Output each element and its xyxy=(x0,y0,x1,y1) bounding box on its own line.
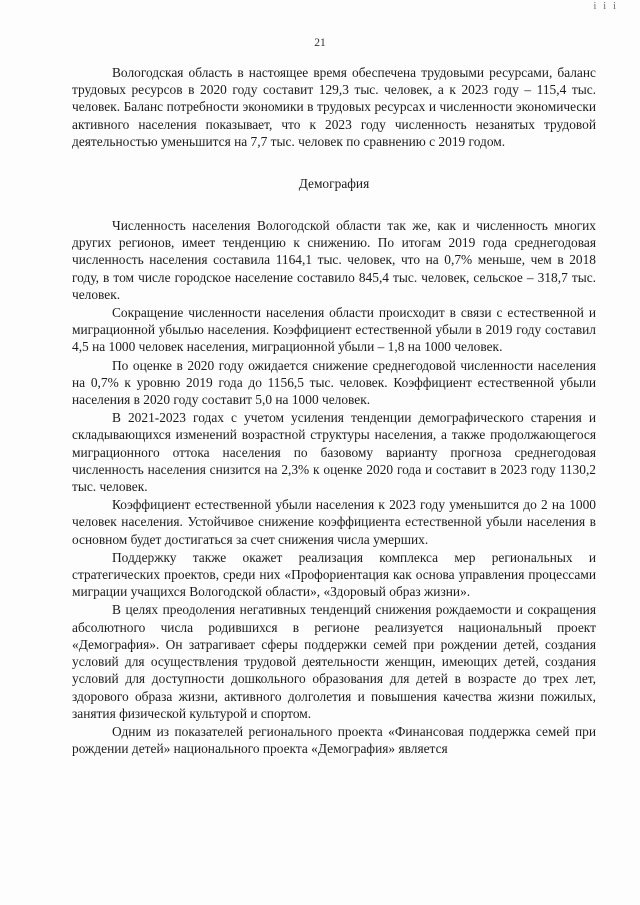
paragraph-population-trend: Численность населения Вологодской области так же, как и численность многих других регионов, имеет тенденцию к снижению. По итогам 2019 года среднегодовая численность населения составила 1164,1 тыс. человек, что на 0,7% меньше, чем в 2018 году, в том числе городское население составило 845,4 тыс. человек, сельское – 318,7 тыс. человек. xyxy=(72,218,596,302)
paragraph-national-project: В целях преодоления негативных тенденций снижения рождаемости и сокращения абсолютного числа родившихся в регионе реализуется национальный проект «Демография». Он затрагивает сферы поддержки семей при рождении детей, создания условий для осуществления трудовой деятельности женщин, имеющих детей, создания условий для доступности дошкольного образования для детей в возрасте до трех лет, здорового образа жизни, активного долголетия и повышения качества жизни пожилых, занятия физической культурой и спортом. xyxy=(72,602,596,721)
paragraph-2021-2023-forecast: В 2021-2023 годах с учетом усиления тенденции демографического старения и складывающихся изменений возрастной структуры населения, а также продолжающегося миграционного оттока населения по базовому варианту прогноза среднегодовая численность населения снизится на 2,3% к оценке 2020 года и составит в 2023 году 1130,2 тыс. человек. xyxy=(72,410,596,495)
intro-paragraph: Вологодская область в настоящее время обеспечена трудовыми ресурсами, баланс трудовых ресурсов в 2020 году составит 129,3 тыс. человек, а к 2023 году – 115,4 тыс. человек. Баланс потребности экономики в трудовых ресурсах и численности экономически активного населения показывает, что к 2023 году численность незанятых трудовой деятельностью уменьшится на 7,7 тыс. человек по сравнению с 2019 годом. xyxy=(72,65,596,149)
paragraph-financial-support: Одним из показателей регионального проекта «Финансовая поддержка семей при рождении детей» национального проекта «Демография» является xyxy=(72,723,596,757)
corner-mark: i i i xyxy=(593,0,618,12)
paragraph-natural-decline-coefficient: Коэффициент естественной убыли населения к 2023 году уменьшится до 2 на 1000 человек населения. Устойчивое снижение коэффициента естественной убыли населения в основном будет достигаться за счет снижения числа умерших. xyxy=(72,497,596,547)
section-heading: Демография xyxy=(298,176,370,192)
paragraph-2020-estimate: По оценке в 2020 году ожидается снижение среднегодовой численности населения на 0,7% к уровню 2019 года до 1156,5 тыс. человек. Коэффициент естественной убыли населения в 2020 году составит 5,0 на 1000 человек. xyxy=(72,357,596,408)
paragraph-population-decline-causes: Сокращение численности населения области происходит в связи с естественной и миграционной убылью населения. Коэффициент естественной убыли в 2019 году составил 4,5 на 1000 человек населения, миграционной убыли – 1,8 на 1000 человек. xyxy=(72,305,596,355)
page-body xyxy=(72,64,596,757)
page-number: 21 xyxy=(314,37,326,49)
paragraph-regional-projects: Поддержку также окажет реализация комплекса мер региональных и стратегических проектов, среди них «Профориентация как основа управления процессами миграции учащихся Вологодской области», «Здоровый образ жизни». xyxy=(72,549,596,600)
